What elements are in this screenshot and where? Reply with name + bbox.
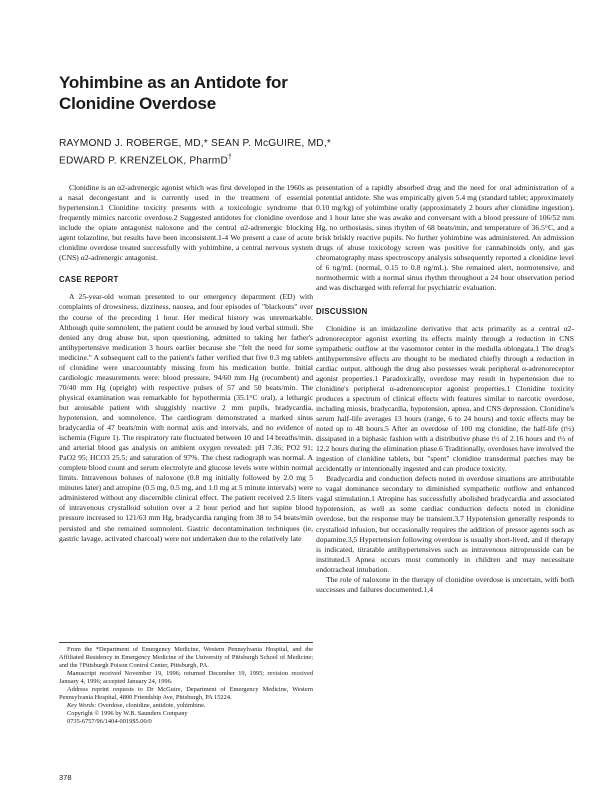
article-title bbox=[59, 72, 479, 114]
footnote-reprint-address: Address reprint requests to Dr McGuire, Department of Emergency Medicine, Western Pennsylvania Hospital, 4800 Friendship Ave, Pittsburgh, PA 15224. bbox=[59, 686, 313, 701]
abstract-paragraph: Clonidine is an α2-adrenergic agonist which was first developed in the 1960s as a nasal decongestant and is currently used in the treatment of essential hypertension.1 Clonidine toxicity presents with a toxicologic syndrome that frequently mimics narcotic overdose.2 Suggested antidotes for clonidine overdose include the opiate antagonist naloxone and the central α2-adrenergic blocking agent tolazoline, but results have been inconsistent.1-4 We present a case of acute clonidine overdose treated successfully with yohimbine, a central nervous system (CNS) α2-adrenergic antagonist. bbox=[59, 183, 313, 263]
author-list bbox=[59, 137, 559, 168]
right-column bbox=[316, 183, 574, 595]
authors-line-2 bbox=[59, 151, 559, 168]
author-affiliation-mark: † bbox=[228, 154, 233, 161]
case-report-heading: CASE REPORT bbox=[59, 275, 119, 285]
discussion-paragraph-1: Clonidine is an imidazoline derivative that acts primarily as a central α2-adrenoreceptor agonist exerting its effects mainly through a reduction in CNS sympathetic outflow at the vasomotor center in the medulla oblongata.1 The drug's antihypertensive effects are thought to be mediated chiefly through a reduction in cardiac output, although the drug also possesses weak peripheral α-adrenoreceptor agonist properties.1 Paradoxically, overdose may result in hypertension due to clonidine's peripheral α-adrenoreceptor agonist properties.1 Clonidine toxicity produces a spectrum of clinical effects with features similar to narcotic overdose, including miosis, bradycardia, hypotension, apnea, and CNS depression. Clonidine's serum half-life averages 13 hours (range, 6 to 24 hours) and toxic effects may be noted up to 48 hours.5 After an overdose of 100 mg clonidine, the half-life (t½) dissipated in a biphasic fashion with a distributive phase t½ of 2.16 hours and t½ of 12.2 hours during the elimination phase.6 Traditionally, overdoses have involved the ingestion of clonidine tablets, but "spent" clonidine transdermal patches may be accidentally or intentionally ingested and can produce toxicity. bbox=[316, 323, 574, 474]
footnote-manuscript-dates: Manuscript received November 19, 1996; returned December 19, 1995; revision received January 4, 1996; accepted January 24, 1996. bbox=[59, 670, 313, 685]
author-krenzelok: EDWARD P. KRENZELOK, PharmD bbox=[59, 155, 228, 167]
authors-line-1: RAYMOND J. ROBERGE, MD,* SEAN P. McGUIRE, MD,* bbox=[59, 138, 332, 149]
title-line-2: Clonidine Overdose bbox=[59, 94, 216, 113]
keywords-text: Overdose, clonidine, antidote, yohimbine. bbox=[98, 702, 206, 709]
case-report-continuation: presentation of a rapidly absorbed drug and the need for oral administration of a potential antidote. She was empirically given 5.4 mg (standard tablet; approximately 0.10 mg/kg) of yohimbine orally (approximately 2 hours after clonidine ingestion), and 1 hour later she was awake and conversant with a blood pressure of 106/52 mm Hg, no orthostasis, sinus rhythm of 68 beats/min, and temperature of 36.5°C, and a brisk briskly reactive pupils. No further yohimbine was administered. An admission drugs of abuse toxicology screen was positive for cannabinoids only, and gas chromatography mass spectroscopy analysis subsequently reported a clonidine level of 6 ng/mL (normal, 0.15 to 0.8 ng/mL). She remained alert, normotensive, and normothermic with a normal sinus rhythm throughout a 24 hour observation period and was discharged with referral for psychiatric evaluation. bbox=[316, 183, 574, 293]
discussion-heading: DISCUSSION bbox=[316, 306, 368, 316]
keywords-label: Key Words: bbox=[67, 702, 97, 709]
footnote-affiliation: From the *Department of Emergency Medicine, Western Pennsylvania Hospital, and the Affiliated Residency in Emergency Medicine of the University of Pittsburgh School of Medicine; and the †Pittsburgh Poison Control Center, Pittsburgh, PA. bbox=[59, 646, 313, 669]
discussion-paragraph-2: Bradycardia and conduction defects noted in overdose situations are attributable to vagal dominance secondary to diminished sympathetic outflow and enhanced vagal stimulation.1 Atropine has successfully abolished bradycardia and associated hypotension, as well as some cardiac conduction defects noted in clonidine overdose, but the response may be transient.3,7 Hypotension generally responds to crystalloid infusion, but occasionally requires the addition of pressor agents such as dopamine.3,5 Hypertension following overdose is usually short-lived, and if therapy is indicated, titratable antihypertensives such as intravenous nitroprusside can be instituted.3 Apnea occurs most commonly in children and may necessitate endotracheal intubation. bbox=[316, 474, 574, 574]
title-line-1: Yohimbine as an Antidote for bbox=[59, 73, 288, 92]
footnotes bbox=[59, 642, 313, 726]
footnote-keywords bbox=[59, 702, 313, 710]
discussion-paragraph-3: The role of naloxone in the therapy of clonidine overdose is uncertain, with both successes and failures documented.1,4 bbox=[316, 574, 574, 594]
footnote-copyright: Copyright © 1996 by W.B. Saunders Company bbox=[67, 710, 188, 717]
left-column bbox=[59, 183, 313, 544]
case-report-paragraph: A 25-year-old woman presented to our emergency department (ED) with complaints of drowsiness, dizziness, nausea, and four episodes of "blackouts" over the course of the preceding 1 hour. Her medical history was unremarkable. Although quite somnolent, the patient could be aroused by loud verbal stimuli. She denied any drug abuse but, upon questioning, admitted to taking her father's antihypertensive medication 3 hours earlier because she "felt the need for some medicine." A subsequent call to the patient's father verified that five 0.3 mg tablets of clonidine were unaccountably missing from his medication bottle. Initial cardiologic measurements were: blood pressure, 94/60 mm Hg (recumbent) and 70/40 mm Hg (upright) with respective pulses of 57 and 50 beats/min. The physical examination was remarkable for hypothermia (35.1°C oral), a lethargic but arousable patient with sluggishly reactive 2 mm pupils, bradycardia, hypotension, and somnolence. The cardiogram demonstrated a marked sinus bradycardia of 47 beats/min with normal axis and intervals, and no evidence of ischemia (Figure 1). The respiratory rate fluctuated between 10 and 14 breaths/min, and arterial blood gas analysis on ambient oxygen revealed: pH 7.36; PO2 91; PaO2 95; HCO3 25.5; and saturation of 97%. The chest radiograph was normal. A complete blood count and serum electrolyte and glucose levels were within normal limits. Intravenous boluses of naloxone (0.8 mg initially followed by 2.0 mg 5 minutes later) and atropine (0.5 mg, 0.5 mg, and 1.0 mg at 5 minute intervals) were administered without any discernible clinical effect. The patient received 2.5 liters of intravenous crystalloid solution over a 2 hour period and her supine blood pressure increased to 121/63 mm Hg, bradycardia ranging from 38 to 54 beats/min persisted and she remained somnolent. Gastric decontamination techniques (ie, gastric lavage, activated charcoal) were not undertaken due to the relatively late bbox=[59, 292, 313, 543]
page-number: 378 bbox=[59, 773, 72, 782]
footnote-issn: 0735-6757/96/1404-0019$5.00/0 bbox=[67, 718, 152, 725]
